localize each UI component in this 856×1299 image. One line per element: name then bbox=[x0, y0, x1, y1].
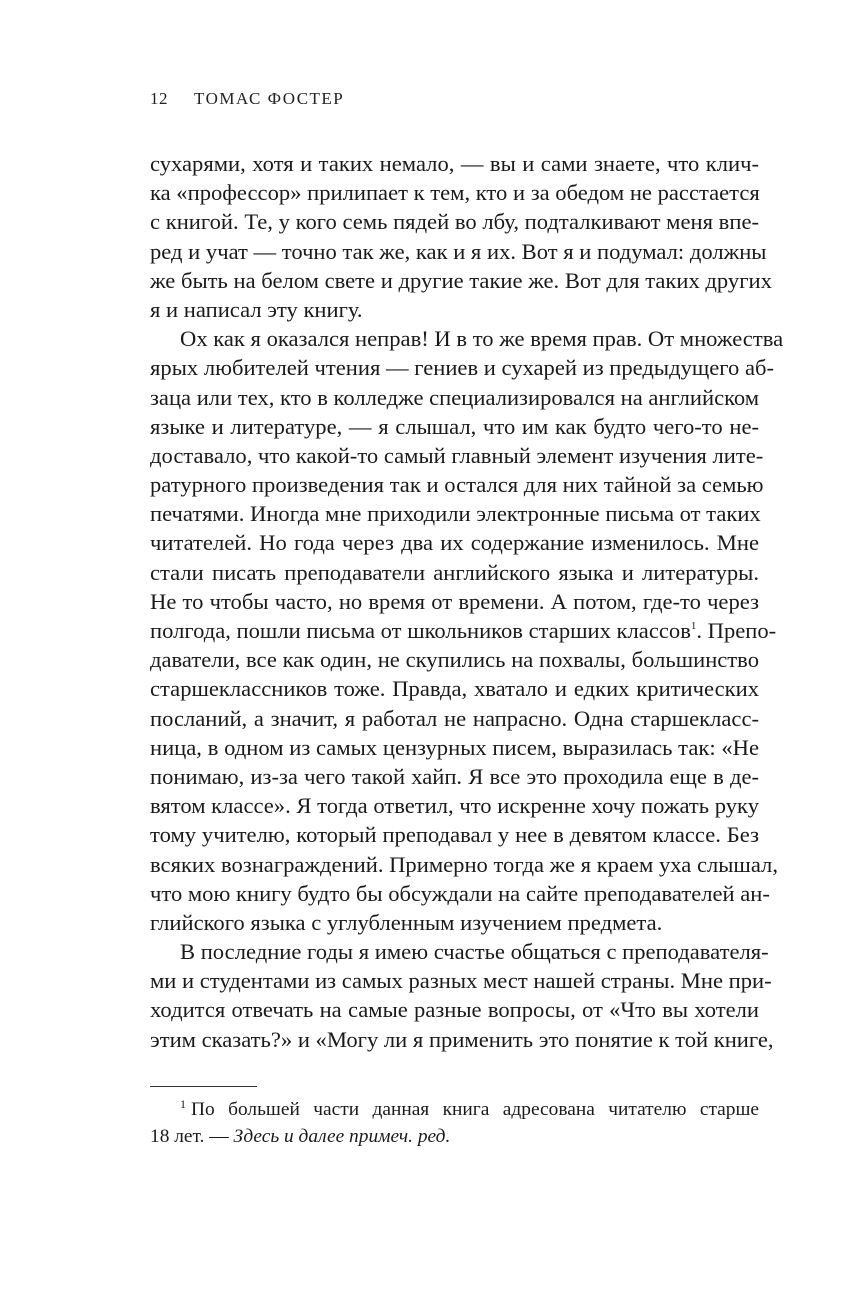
text-line: Не то чтобы часто, но время от времени. А потом, где-то через bbox=[150, 588, 759, 614]
text-line: ярых любителей чтения — гениев и сухарей из предыдущего аб- bbox=[150, 355, 774, 381]
text-line: читателей. Но года через два их содержание изменилось. Мне bbox=[150, 530, 759, 556]
footnote-line bbox=[150, 1123, 759, 1150]
running-header bbox=[150, 89, 344, 109]
running-title: ТОМАС ФОСТЕР bbox=[194, 89, 345, 108]
footnote-line bbox=[150, 1096, 759, 1123]
text-line: ратурного произведения так и остался для них тайной за семью bbox=[150, 472, 764, 498]
footnote-mark: 1 bbox=[180, 1097, 186, 1111]
text-line: ред и учат — точно так же, как и я их. Вот я и подумал: должны bbox=[150, 238, 767, 264]
text-line: посланий, а значит, я работал не напрасно. Одна старшекласс- bbox=[150, 705, 759, 731]
text-line: ми и студентами из самых разных мест нашей страны. Мне при- bbox=[150, 968, 772, 994]
footnote-editor-note: Здесь и далее примеч. ред. bbox=[233, 1126, 451, 1147]
text-line: сухарями, хотя и таких немало, — вы и сами знаете, что клич- bbox=[150, 151, 759, 176]
main-text bbox=[150, 149, 784, 1054]
footnote-text: 18 лет. — bbox=[150, 1126, 234, 1147]
footnote-text: По большей части данная книга адресована читателю старше bbox=[191, 1099, 759, 1120]
text-line: Ох как я оказался неправ! И в то же время прав. От множества bbox=[180, 326, 784, 352]
text-line: с книгой. Те, у кого семь пядей во лбу, подталкивают меня впе- bbox=[150, 209, 759, 235]
footnote-reference[interactable]: 1 bbox=[690, 620, 697, 632]
text-line-with-footnote bbox=[150, 616, 777, 645]
text-line: доставало, что какой-то самый главный элемент изучения лите- bbox=[150, 442, 764, 468]
text-line: что мою книгу будто бы обсуждали на сайте преподавателей ан- bbox=[150, 880, 770, 906]
text-line: В последние годы я имею счастье общаться с преподавателя- bbox=[180, 939, 769, 965]
text-line: заца или тех, кто в колледже специализировался на английском bbox=[150, 384, 760, 410]
text-line: печатями. Иногда мне приходили электронные письма от таких bbox=[150, 501, 761, 527]
text-line: ка «профессор» прилипает к тем, кто и за обедом не расстается bbox=[150, 180, 760, 206]
text-line: стали писать преподаватели английского языка и литературы. bbox=[150, 559, 759, 585]
page-number: 12 bbox=[150, 89, 168, 108]
text-line: ходится отвечать на самые разные вопросы, от «Что вы хотели bbox=[150, 997, 759, 1023]
footnote bbox=[150, 1096, 759, 1150]
footnote-separator bbox=[150, 1086, 257, 1087]
text-line: ница, в одном из самых цензурных писем, выразилась так: «Не bbox=[150, 734, 759, 760]
text-line: этим сказать?» и «Могу ли я применить это понятие к той книге, bbox=[150, 1026, 774, 1052]
text-line: тому учителю, который преподавал у нее в девятом классе. Без bbox=[150, 822, 759, 848]
text-line: всяких вознаграждений. Примерно тогда же я краем уха слышал, bbox=[150, 851, 778, 877]
text-line: даватели, все как один, не скупились на похвалы, большинство bbox=[150, 647, 759, 673]
text-line: я и написал эту книгу. bbox=[150, 296, 363, 322]
text-line: вятом классе». Я тогда ответил, что искренне хочу пожать руку bbox=[150, 793, 759, 819]
text-line: старшеклассников тоже. Правда, хватало и едких критических bbox=[150, 676, 759, 702]
text-segment: . Препо- bbox=[696, 618, 777, 643]
text-line: языке и литературе, — я слышал, что им как будто чего-то не- bbox=[150, 413, 759, 439]
text-segment: полгода, пошли письма от школьников старших классов bbox=[150, 618, 691, 643]
text-line: же быть на белом свете и другие такие же. Вот для таких других bbox=[150, 267, 772, 293]
text-line: глийского языка с углубленным изучением предмета. bbox=[150, 909, 663, 935]
text-line: понимаю, из-за чего такой хайп. Я все это проходила еще в де- bbox=[150, 763, 759, 789]
